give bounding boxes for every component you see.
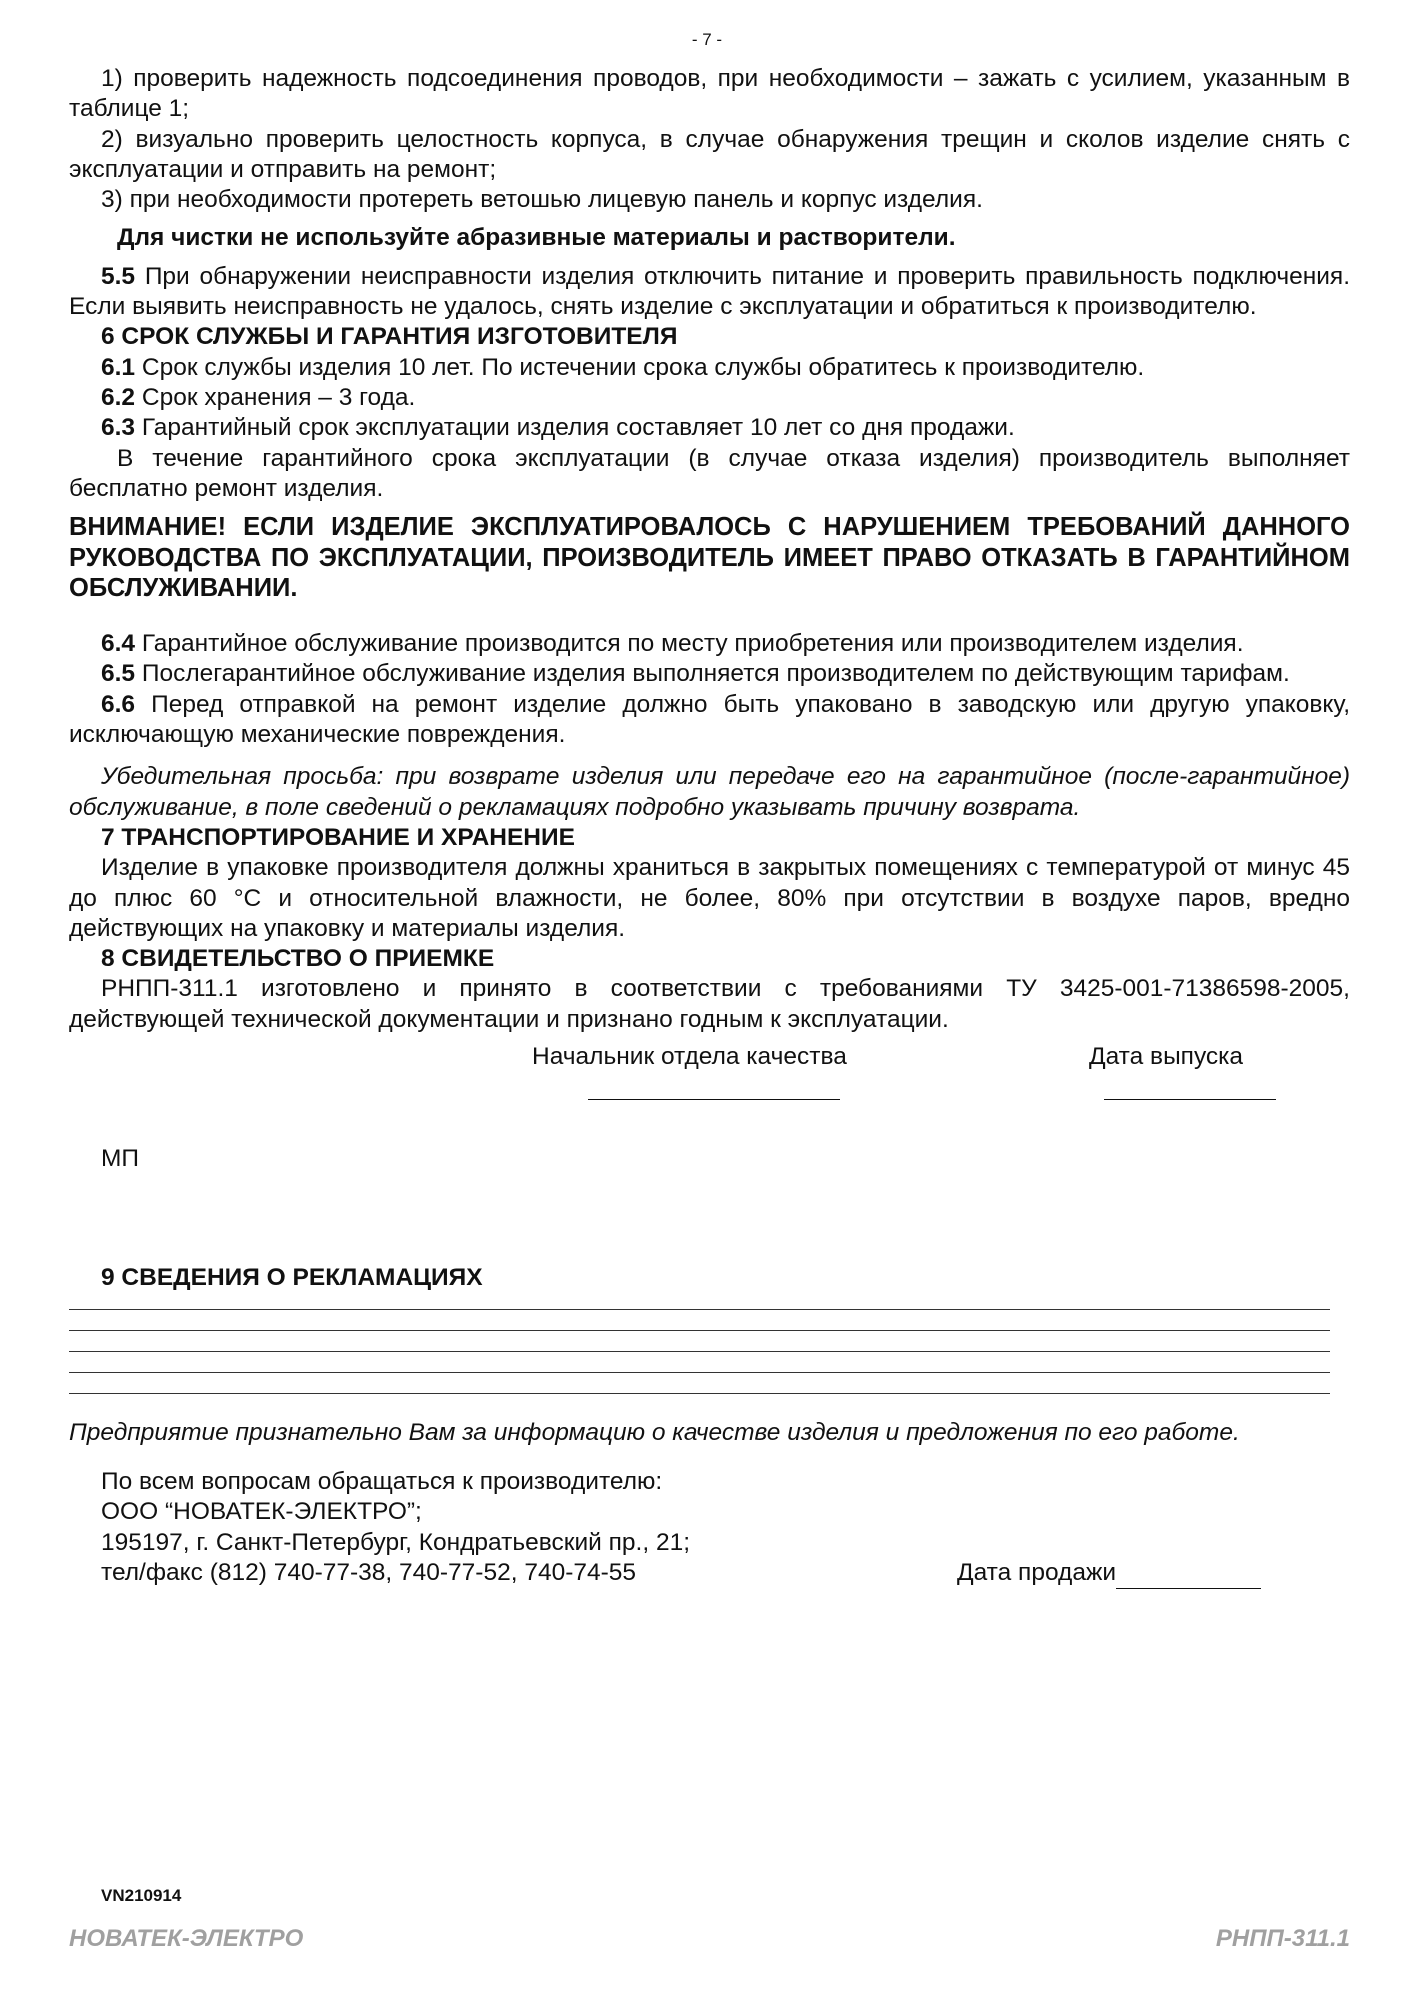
paragraph-number: 6.6 [101, 690, 136, 718]
paragraph-text: Послегарантийное обслуживание изделия выполняется производителем по действующим тарифам. [135, 660, 1290, 688]
paragraph-6-1 [69, 353, 1350, 383]
acceptance-signature-area [69, 1035, 1350, 1275]
release-date-line [1104, 1075, 1276, 1100]
claims-line-3 [69, 1351, 1330, 1352]
section-8-text: РНПП-311.1 изготовлено и принято в соответствии с требованиями ТУ 3425-001-71386598-2005, действующей технической документации и признано годным к эксплуатации. [69, 975, 1350, 1033]
cleaning-warning: Для чистки не используйте абразивные материалы и растворители. [117, 224, 956, 252]
document-code: VN210914 [101, 1886, 182, 1905]
claims-line-4 [69, 1372, 1330, 1373]
sale-date-line [1116, 1566, 1261, 1589]
paragraph-6-3-continued: В течение гарантийного срока эксплуатации (в случае отказа изделия) производитель выполняет бесплатно ремонт изделия. [69, 444, 1350, 502]
section-9-title: 9 СВЕДЕНИЯ О РЕКЛАМАЦИЯХ [101, 1264, 483, 1292]
quality-head-signature-line [588, 1075, 840, 1100]
contacts-address: 195197, г. Санкт-Петербург, Кондратьевский пр., 21; [101, 1528, 691, 1556]
list-item-1: 1) проверить надежность подсоединения проводов, при необходимости – зажать с усилием, указанным в таблице 1; [69, 65, 1350, 123]
paragraph-text: Перед отправкой на ремонт изделие должно быть упаковано в заводскую или другую упаковку, исключающую механические повреждения. [69, 690, 1350, 749]
sale-date-label: Дата продажи [957, 1559, 1117, 1587]
claims-line-2 [69, 1330, 1330, 1331]
list-item-3: 3) при необходимости протереть ветошью лицевую панель и корпус изделия. [101, 186, 983, 214]
section-8-title: 8 СВИДЕТЕЛЬСТВО О ПРИЕМКЕ [101, 945, 495, 973]
warranty-warning: ВНИМАНИЕ! ЕСЛИ ИЗДЕЛИЕ ЭКСПЛУАТИРОВАЛОСЬ С НАРУШЕНИЕМ ТРЕБОВАНИЙ ДАННОГО РУКОВОДСТВА ПО ЭКСПЛУАТАЦИИ, ПРОИЗВОДИТЕЛЬ ИМЕЕТ ПРАВО ОТКАЗАТЬ В ГАРАНТИЙНОМ ОБСЛУЖИВАНИИ. [69, 513, 1350, 603]
footer-model: РНПП-311.1 [1215, 1925, 1350, 1952]
paragraph-6-3 [69, 413, 1350, 443]
contacts-block [101, 1467, 1350, 1589]
section-7-text: Изделие в упаковке производителя должны храниться в закрытых помещениях с температурой от минус 45 до плюс 60 °С и относительной влажности, не более, 80% при отсутствии в воздухе паров, вредно действующих на упаковку и материалы изделия. [69, 854, 1350, 942]
paragraph-text: Срок хранения – 3 года. [135, 383, 416, 411]
section-7-title: 7 ТРАНСПОРТИРОВАНИЕ И ХРАНЕНИЕ [101, 823, 575, 851]
paragraph-number: 6.5 [101, 660, 136, 688]
release-date-label: Дата выпуска [1089, 1043, 1244, 1071]
paragraph-text: При обнаружении неисправности изделия отключить питание и проверить правильность подключения. Если выявить неисправность не удалось, снять изделие с эксплуатации и обратиться к производителю. [69, 262, 1350, 321]
stamp-label: МП [101, 1145, 140, 1173]
paragraph-text: Гарантийное обслуживание производится по месту приобретения или производителем изделия. [135, 630, 1244, 658]
section-6-title: 6 СРОК СЛУЖБЫ И ГАРАНТИЯ ИЗГОТОВИТЕЛЯ [101, 323, 678, 351]
page-number: - 7 - [691, 30, 723, 49]
paragraph-number: 6.3 [101, 414, 136, 442]
paragraph-text: Срок службы изделия 10 лет. По истечении срока службы обратитесь к производителю. [135, 353, 1145, 381]
paragraph-6-5 [69, 659, 1350, 689]
claims-line-5 [69, 1393, 1330, 1394]
document-body [69, 64, 1350, 1589]
contacts-phone: тел/факс (812) 740-77-38, 740-77-52, 740-74-55 [101, 1559, 637, 1587]
paragraph-number: 6.1 [101, 353, 136, 381]
paragraph-5-5 [69, 262, 1350, 323]
contacts-company: ООО “НОВАТЕК-ЭЛЕКТРО”; [101, 1498, 422, 1526]
paragraph-6-6 [69, 690, 1350, 751]
footer-company: НОВАТЕК-ЭЛЕКТРО [69, 1925, 304, 1952]
paragraph-text: Гарантийный срок эксплуатации изделия составляет 10 лет со дня продажи. [135, 414, 1015, 442]
paragraph-number: 6.4 [101, 630, 136, 658]
contacts-line-1: По всем вопросам обращаться к производителю: [101, 1467, 663, 1495]
claims-line-1 [69, 1309, 1330, 1310]
list-item-2: 2) визуально проверить целостность корпуса, в случае обнаружения трещин и сколов изделие снять с эксплуатации и отправить на ремонт; [69, 125, 1350, 183]
sale-date [957, 1558, 1261, 1589]
return-request: Убедительная просьба: при возврате изделия или передаче его на гарантийное (после-гарантийное) обслуживание, в поле сведений о рекламациях подробно указывать причину возврата. [69, 763, 1350, 821]
quality-head-label: Начальник отдела качества [532, 1043, 847, 1071]
paragraph-6-4 [69, 629, 1350, 659]
paragraph-number: 6.2 [101, 383, 136, 411]
thanks-note: Предприятие признательно Вам за информацию о качестве изделия и предложения по его работе. [69, 1419, 1240, 1447]
paragraph-number: 5.5 [101, 262, 136, 290]
paragraph-6-2 [69, 383, 1350, 413]
